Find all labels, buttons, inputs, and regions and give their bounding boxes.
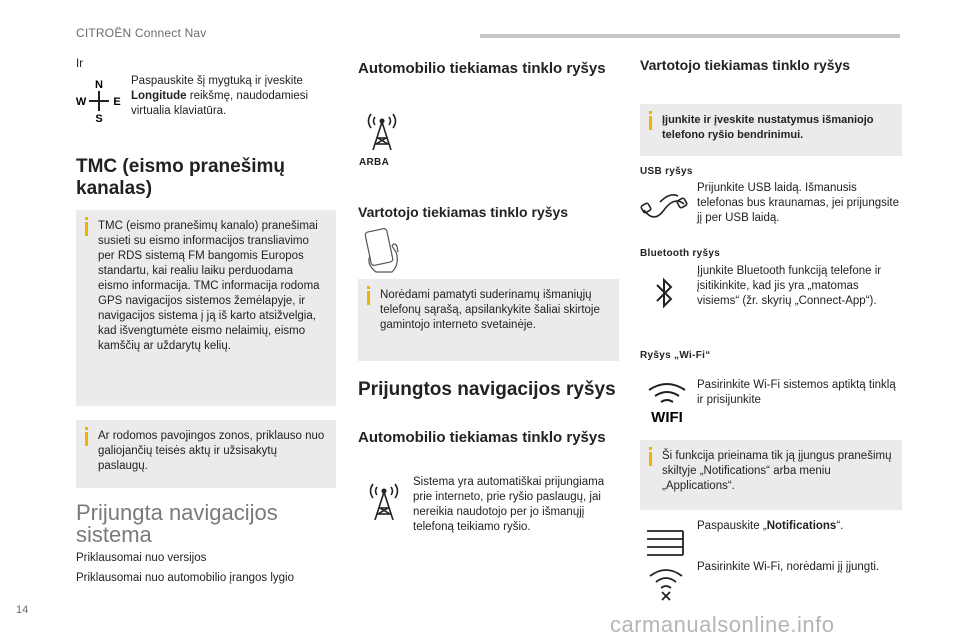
- smartphone-hand-icon: [362, 228, 404, 274]
- wifi-icon: [643, 380, 691, 424]
- equipment-line: Priklausomai nuo automobilio įrangos lygio: [76, 572, 294, 584]
- wifi-settings-icon[interactable]: [646, 566, 686, 602]
- ir-label: Ir: [76, 58, 84, 70]
- arba-label: ARBA: [359, 157, 390, 168]
- longitude-label: Longitude: [131, 90, 187, 102]
- user-network-heading-3: Vartotojo tiekiamas tinklo ryšys: [640, 57, 851, 73]
- notifications-label: Notifications: [766, 520, 837, 532]
- notif-note-text: Ši funkcija prieinama tik ją įjungus pranešimų skiltyje „Notifications“ arba meniu „Applications“.: [662, 450, 892, 492]
- user-note-text: Norėdami pamatyti suderinamų išmaniųjų telefonų sąrašą, apsilankykite šaliai skirtoje gamintojo interneto svetainėje.: [380, 289, 600, 331]
- watermark: carmanualsonline.info: [610, 612, 835, 637]
- usb-text: Prijunkite USB laidą. Išmanusis telefonas bus kraunamas, jei prijungsite jį per USB laidą.: [697, 182, 900, 224]
- notifications-list-icon[interactable]: [645, 527, 685, 557]
- wifi-text: Pasirinkite Wi-Fi sistemos aptiktą tinklą ir prisijunkite: [697, 379, 896, 406]
- usb-label: USB ryšys: [640, 166, 693, 177]
- wifi-icon-text: WIFI: [651, 409, 683, 424]
- compass-w: W: [76, 96, 87, 108]
- compass-n: N: [95, 79, 103, 91]
- compass-s: S: [95, 113, 103, 124]
- vehicle-network-heading: Automobilio tiekiamas tinklo ryšys: [358, 60, 606, 77]
- danger-zone-note: [76, 420, 336, 488]
- wifi-label: Ryšys „Wi-Fi“: [640, 350, 711, 361]
- version-line: Priklausomai nuo versijos: [76, 552, 207, 564]
- connection-services-heading: Prijungtos navigacijos ryšys: [358, 379, 616, 400]
- bluetooth-label: Bluetooth ryšys: [640, 248, 721, 259]
- notifications-instruction: Paspauskite „Notifications“.: [697, 520, 844, 532]
- antenna-icon-2: [364, 478, 404, 522]
- connected-nav-heading: Prijungta navigacijos sistema: [76, 500, 278, 547]
- enable-sharing-note: [640, 104, 902, 156]
- user-compat-note: [358, 279, 619, 361]
- compass-instruction: Paspauskite šį mygtuką ir įveskite Longitude reikšmę, naudodamiesi virtualia klaviatūra.: [131, 75, 309, 117]
- usb-cable-icon: [640, 188, 688, 224]
- compass-e: E: [113, 96, 121, 108]
- enable-note-text: Įjunkite ir įveskite nustatymus išmaniojo telefono ryšio bendrinimui.: [662, 114, 874, 141]
- header-bar: [480, 34, 900, 38]
- page-number: 14: [16, 604, 29, 616]
- tmc-heading: TMC (eismo pranešimų kanalas): [76, 156, 286, 199]
- vehicle-network-heading-2: Automobilio tiekiamas tinklo ryšys: [358, 429, 606, 446]
- header-title: CITROËN Connect Nav: [76, 26, 207, 40]
- vehicle-network-text: Sistema yra automatiškai prijungiama prie interneto, prie ryšio paslaugų, jai nereikia naudotojo per jo išmanųjį telefoną teikiamo ryšio.: [413, 476, 605, 533]
- notifications-note: [640, 440, 902, 510]
- danger-note-text: Ar rodomos pavojingos zonos, priklauso nuo galiojančių teisės aktų ir užsisakytų paslaugų.: [98, 430, 325, 472]
- bluetooth-icon: [652, 275, 676, 311]
- user-network-heading: Vartotojo tiekiamas tinklo ryšys: [358, 204, 569, 220]
- antenna-icon: [362, 108, 402, 152]
- compass-icon[interactable]: [76, 78, 122, 124]
- tmc-info-note: [76, 210, 336, 406]
- tmc-note-text: TMC (eismo pranešimų kanalo) pranešimai susieti su eismo informacijos transliavimo per RDS sistemą FM bangomis Europos standartu, kai realiu laiku perduodama eismo informacija. TMC informacija rodoma GPS navigacijos sistemos žemėlapyje, ir navigacijos sistema į ją iš karto atsižvelgia, kad išvengtumėte eismo nelaimių, eismo kamščių ar uždarytų kelių.: [98, 220, 320, 352]
- wifi-enable-text: Pasirinkite Wi-Fi, norėdami jį įjungti.: [697, 561, 880, 573]
- bluetooth-text: Įjunkite Bluetooth funkciją telefone ir įsitikinkite, kad jis yra „matomas visiems“ (žr. skyrių „Connect-App“).: [697, 265, 882, 307]
